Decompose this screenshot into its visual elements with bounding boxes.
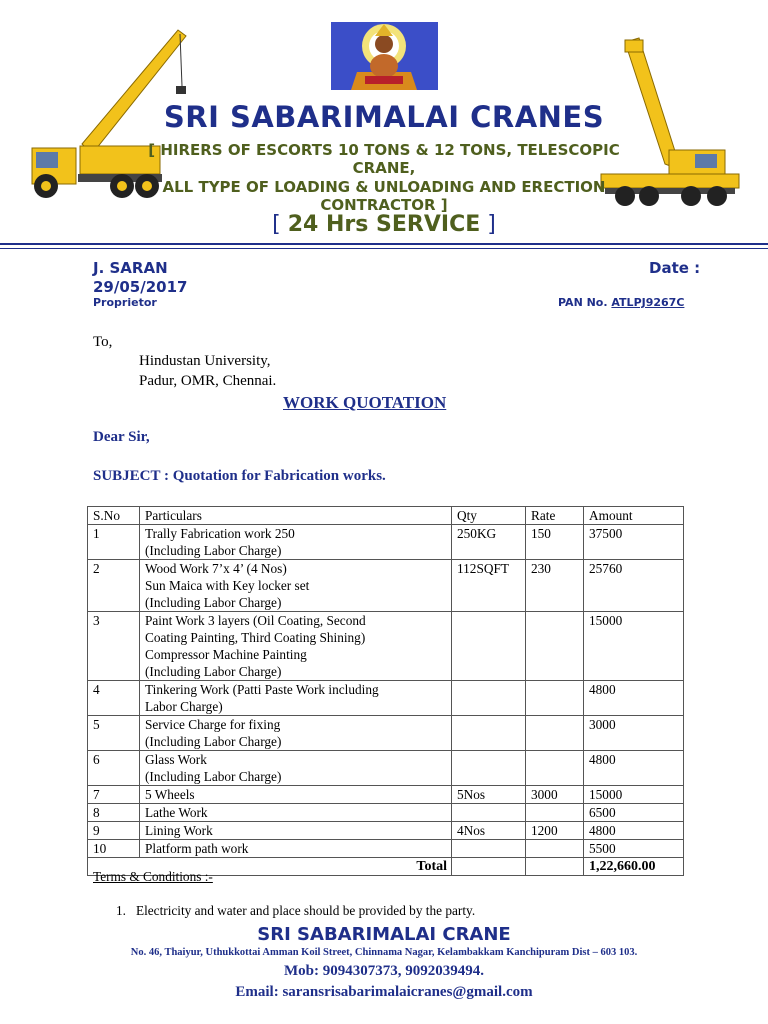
row-sno: 7 bbox=[88, 786, 140, 804]
row-qty bbox=[452, 612, 526, 681]
particulars-line: (Including Labor Charge) bbox=[145, 543, 282, 558]
row-amount: 4800 bbox=[584, 822, 684, 840]
row-particulars bbox=[140, 560, 452, 612]
table-row bbox=[88, 804, 684, 822]
proprietor-name: J. SARAN bbox=[93, 259, 168, 277]
particulars-line: Tinkering Work (Patti Paste Work including bbox=[145, 682, 379, 697]
row-sno: 6 bbox=[88, 751, 140, 786]
date-label: Date : bbox=[649, 259, 701, 277]
proprietor-title: Proprietor bbox=[93, 296, 157, 309]
table-row bbox=[88, 716, 684, 751]
row-rate bbox=[526, 840, 584, 858]
row-qty: 5Nos bbox=[452, 786, 526, 804]
table-row bbox=[88, 751, 684, 786]
pan-number bbox=[558, 296, 684, 309]
pan-value: ATLPJ9267C bbox=[611, 296, 685, 309]
row-qty: 250KG bbox=[452, 525, 526, 560]
particulars-line: Lathe Work bbox=[145, 805, 208, 820]
row-sno: 4 bbox=[88, 681, 140, 716]
row-amount: 4800 bbox=[584, 681, 684, 716]
header-rate: Rate bbox=[526, 507, 584, 525]
terms-item-number: 1. bbox=[116, 903, 136, 918]
row-particulars bbox=[140, 822, 452, 840]
table-row bbox=[88, 840, 684, 858]
row-sno: 8 bbox=[88, 804, 140, 822]
row-amount: 15000 bbox=[584, 786, 684, 804]
row-amount: 3000 bbox=[584, 716, 684, 751]
row-rate: 3000 bbox=[526, 786, 584, 804]
table-row bbox=[88, 525, 684, 560]
terms-heading: Terms & Conditions :- bbox=[93, 869, 213, 884]
row-particulars bbox=[140, 612, 452, 681]
service-text: 24 Hrs SERVICE bbox=[287, 212, 481, 237]
tagline-line-1: [ HIRERS OF ESCORTS 10 TONS & 12 TONS, TELESCOPIC bbox=[148, 141, 620, 159]
particulars-line: (Including Labor Charge) bbox=[145, 769, 282, 784]
row-amount: 6500 bbox=[584, 804, 684, 822]
row-amount: 5500 bbox=[584, 840, 684, 858]
row-rate: 230 bbox=[526, 560, 584, 612]
row-particulars bbox=[140, 716, 452, 751]
company-name: SRI SABARIMALAI CRANES bbox=[163, 100, 605, 134]
row-sno: 2 bbox=[88, 560, 140, 612]
service-bracket-open: [ bbox=[272, 212, 281, 237]
recipient-line-2: Padur, OMR, Chennai. bbox=[139, 373, 277, 389]
particulars-line: Labor Charge) bbox=[145, 699, 223, 714]
table-row bbox=[88, 822, 684, 840]
particulars-line: (Including Labor Charge) bbox=[145, 734, 282, 749]
header-particulars: Particulars bbox=[140, 507, 452, 525]
table-row bbox=[88, 560, 684, 612]
row-particulars bbox=[140, 804, 452, 822]
date-value: 29/05/2017 bbox=[93, 278, 188, 296]
row-qty bbox=[452, 804, 526, 822]
tagline-line-4: CONTRACTOR ] bbox=[320, 196, 448, 214]
terms-item-text: Electricity and water and place should be provided by the party. bbox=[135, 903, 476, 918]
tagline-line-3: ALL TYPE OF LOADING & UNLOADING AND ERECTION bbox=[162, 178, 606, 196]
row-sno: 3 bbox=[88, 612, 140, 681]
particulars-line: Compressor Machine Painting bbox=[145, 647, 307, 662]
deity-image bbox=[331, 22, 438, 90]
terms-item bbox=[116, 903, 475, 919]
particulars-line: (Including Labor Charge) bbox=[145, 595, 282, 610]
particulars-line: Trally Fabrication work 250 bbox=[145, 526, 295, 541]
particulars-line: 5 Wheels bbox=[145, 787, 195, 802]
footer-company-name: SRI SABARIMALAI CRANE bbox=[257, 924, 511, 945]
particulars-line: Lining Work bbox=[145, 823, 213, 838]
service-banner bbox=[0, 212, 768, 237]
row-qty bbox=[452, 840, 526, 858]
subject-line: SUBJECT : Quotation for Fabrication works. bbox=[93, 468, 386, 484]
pan-label: PAN No. bbox=[558, 296, 608, 309]
row-rate bbox=[526, 716, 584, 751]
header-qty: Qty bbox=[452, 507, 526, 525]
particulars-line: Wood Work 7’x 4’ (4 Nos) bbox=[145, 561, 287, 576]
recipient-line-1: Hindustan University, bbox=[139, 353, 271, 369]
footer-email: Email: saransrisabarimalaicranes@gmail.com bbox=[235, 984, 533, 1000]
header-amount: Amount bbox=[584, 507, 684, 525]
service-bracket-close: ] bbox=[487, 212, 496, 237]
quotation-table bbox=[87, 506, 684, 876]
row-amount: 15000 bbox=[584, 612, 684, 681]
table-row bbox=[88, 786, 684, 804]
document-title: WORK QUOTATION bbox=[283, 393, 447, 412]
row-rate bbox=[526, 681, 584, 716]
row-sno: 1 bbox=[88, 525, 140, 560]
header-rule-bottom bbox=[0, 248, 768, 249]
row-particulars bbox=[140, 751, 452, 786]
salutation: Dear Sir, bbox=[93, 429, 150, 445]
header-rule-top bbox=[0, 243, 768, 245]
row-particulars bbox=[140, 525, 452, 560]
particulars-line: Coating Painting, Third Coating Shining) bbox=[145, 630, 366, 645]
row-amount: 4800 bbox=[584, 751, 684, 786]
row-particulars bbox=[140, 786, 452, 804]
particulars-line: Paint Work 3 layers (Oil Coating, Second bbox=[145, 613, 366, 628]
row-rate: 150 bbox=[526, 525, 584, 560]
row-particulars bbox=[140, 840, 452, 858]
row-qty bbox=[452, 751, 526, 786]
row-sno: 10 bbox=[88, 840, 140, 858]
row-particulars bbox=[140, 681, 452, 716]
footer-address: No. 46, Thaiyur, Uthukkottai Amman Koil Street, Chinnama Nagar, Kelambakkam Kanchipuram Dist – 603 103. bbox=[130, 947, 638, 958]
total-rate-cell bbox=[526, 858, 584, 876]
row-sno: 9 bbox=[88, 822, 140, 840]
row-amount: 25760 bbox=[584, 560, 684, 612]
row-amount: 37500 bbox=[584, 525, 684, 560]
row-rate: 1200 bbox=[526, 822, 584, 840]
total-label: Total bbox=[88, 858, 452, 876]
total-qty-cell bbox=[452, 858, 526, 876]
footer-mobile: Mob: 9094307373, 9092039494. bbox=[284, 963, 484, 979]
row-sno: 5 bbox=[88, 716, 140, 751]
row-qty: 4Nos bbox=[452, 822, 526, 840]
row-rate bbox=[526, 612, 584, 681]
header-sno: S.No bbox=[88, 507, 140, 525]
table-row bbox=[88, 612, 684, 681]
particulars-line: Sun Maica with Key locker set bbox=[145, 578, 310, 593]
table-header-row bbox=[88, 507, 684, 525]
row-rate bbox=[526, 804, 584, 822]
particulars-line: Platform path work bbox=[145, 841, 249, 856]
row-qty bbox=[452, 716, 526, 751]
particulars-line: (Including Labor Charge) bbox=[145, 664, 282, 679]
particulars-line: Glass Work bbox=[145, 752, 207, 767]
row-rate bbox=[526, 751, 584, 786]
table-row bbox=[88, 681, 684, 716]
to-label: To, bbox=[93, 334, 113, 350]
row-qty: 112SQFT bbox=[452, 560, 526, 612]
row-qty bbox=[452, 681, 526, 716]
total-value: 1,22,660.00 bbox=[584, 858, 684, 876]
tagline-line-2: CRANE, bbox=[352, 159, 416, 177]
particulars-line: Service Charge for fixing bbox=[145, 717, 281, 732]
